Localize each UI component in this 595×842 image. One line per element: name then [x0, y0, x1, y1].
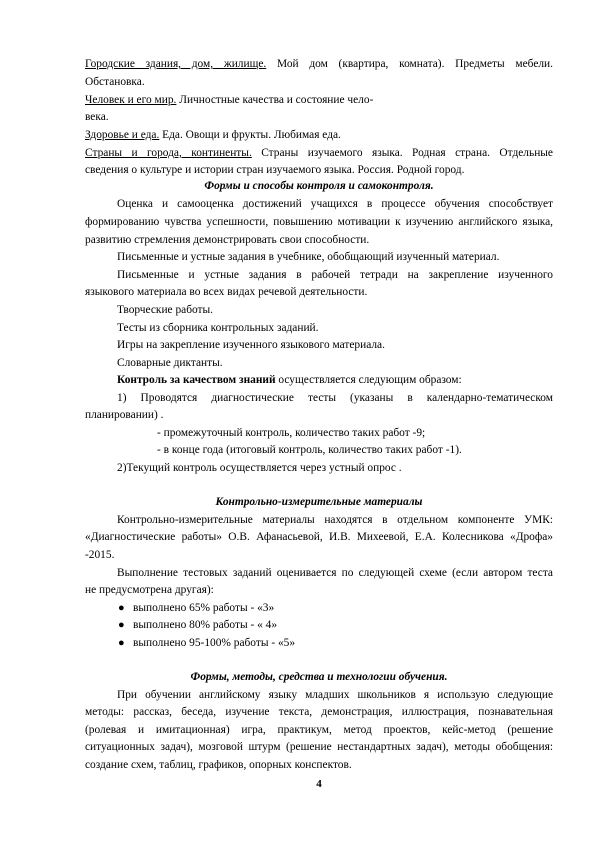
paragraph-line: методы: рассказ, беседа, изучение текста, демонстрация, иллюстрация, познавательная [85, 706, 553, 718]
section-heading-control: Формы и способы контроля и самоконтроля. [204, 180, 434, 192]
section-heading-materials: Контрольно-измерительные материалы [215, 496, 423, 508]
paragraph-line: Письменные и устные задания в рабочей тетради на закрепление изученного [117, 269, 553, 281]
topic-title: Здоровье и еда. [85, 129, 160, 141]
paragraph-line: создание схем, таблиц, графиков, опорных конспектов. [85, 759, 352, 771]
topic-text: Обстановка. [85, 76, 145, 88]
list-item: выполнено 65% работы - «3» [133, 602, 275, 614]
topic-line-1 [85, 58, 553, 72]
sub-item-line: - в конце года (итоговый контроль, количество таких работ -1). [157, 444, 462, 456]
paragraph-line: формированию чувства успешности, повышению мотивации к изучению английского языка, [85, 216, 553, 228]
paragraph-line: развитию стремления демонстрировать свои способности. [85, 234, 370, 246]
paragraph-line: языкового материала во всех видах речевой деятельности. [85, 286, 368, 298]
list-item-line: 2)Текущий контроль осуществляется через устный опрос . [117, 462, 402, 474]
paragraph-line: «Диагностические работы» О.В. Афанасьевой, И.В. Михеевой, Е.А. Колесникова «Дрофа» [85, 531, 553, 543]
topic-line-3 [85, 94, 553, 107]
bullet-icon: ● [118, 602, 125, 614]
paragraph-line: Выполнение тестовых заданий оценивается по следующей схеме (если автором теста [117, 567, 553, 579]
topic-text: Личностные качества и состояние чело- [176, 94, 374, 106]
bullet-icon: ● [118, 637, 125, 649]
topic-text: сведения о культуре и истории стран изучаемого языка. Россия. Родной город. [85, 164, 465, 176]
topic-line-7 [85, 164, 553, 177]
page-number: 4 [316, 778, 322, 790]
topic-text: века. [85, 111, 109, 123]
topic-title: Человек и его мир. [85, 94, 177, 106]
topic-text: Еда. Овощи и фрукты. Любимая еда. [159, 129, 341, 141]
topic-line-5 [85, 129, 553, 142]
paragraph-line: (ролевая и имитационная) игра, практикум, метод проектов, кейс-метод (решение [85, 724, 553, 736]
list-item-line: 1) Проводятся диагностические тесты (указаны в календарно-тематическом [117, 392, 553, 404]
paragraph-line: Тесты из сборника контрольных заданий. [117, 322, 319, 334]
paragraph-line: Словарные диктанты. [117, 357, 223, 369]
paragraph-line: Письменные и устные задания в учебнике, обобщающий изученный материал. [117, 251, 500, 263]
topic-line-6 [85, 147, 553, 161]
paragraph-line: При обучении английскому языку младших школьников я использую следующие [117, 689, 553, 701]
list-item: выполнено 95-100% работы - «5» [133, 637, 296, 649]
paragraph-line: Оценка и самооценка достижений учащихся в процессе обучения способствует [117, 198, 553, 210]
paragraph-line: Контрольно-измерительные материалы находятся в отдельном компоненте УМК: [117, 514, 553, 526]
topic-text: Страны изучаемого языка. Родная страна. Отдельные [251, 147, 553, 159]
topic-title: Городские здания, дом, жилище. [85, 58, 267, 70]
list-item: выполнено 80% работы - « 4» [133, 619, 278, 631]
topic-text: Мой дом (квартира, комната). Предметы мебели. [266, 58, 553, 70]
section-heading-methods: Формы, методы, средства и технологии обучения. [190, 671, 448, 683]
paragraph-line: -2015. [85, 549, 115, 561]
control-text: осуществляется следующим образом: [275, 374, 462, 386]
control-line [117, 374, 553, 387]
topic-title: Страны и города, континенты. [85, 147, 252, 159]
sub-item-line: - промежуточный контроль, количество таких работ -9; [157, 427, 426, 439]
topic-line-4 [85, 111, 553, 124]
paragraph-line: ситуационных задач), мозговой штурм (решение нестандартных задач), методы обобщения: [85, 741, 553, 753]
paragraph-line: Творческие работы. [117, 304, 214, 316]
control-bold-text: Контроль за качеством знаний [117, 374, 276, 386]
bullet-icon: ● [118, 619, 125, 631]
paragraph-line: Игры на закрепление изученного языкового материала. [117, 339, 385, 351]
paragraph-line: не предусмотрена другая): [85, 584, 214, 596]
list-item-line: планировании) . [85, 409, 164, 421]
topic-line-2 [85, 76, 553, 89]
